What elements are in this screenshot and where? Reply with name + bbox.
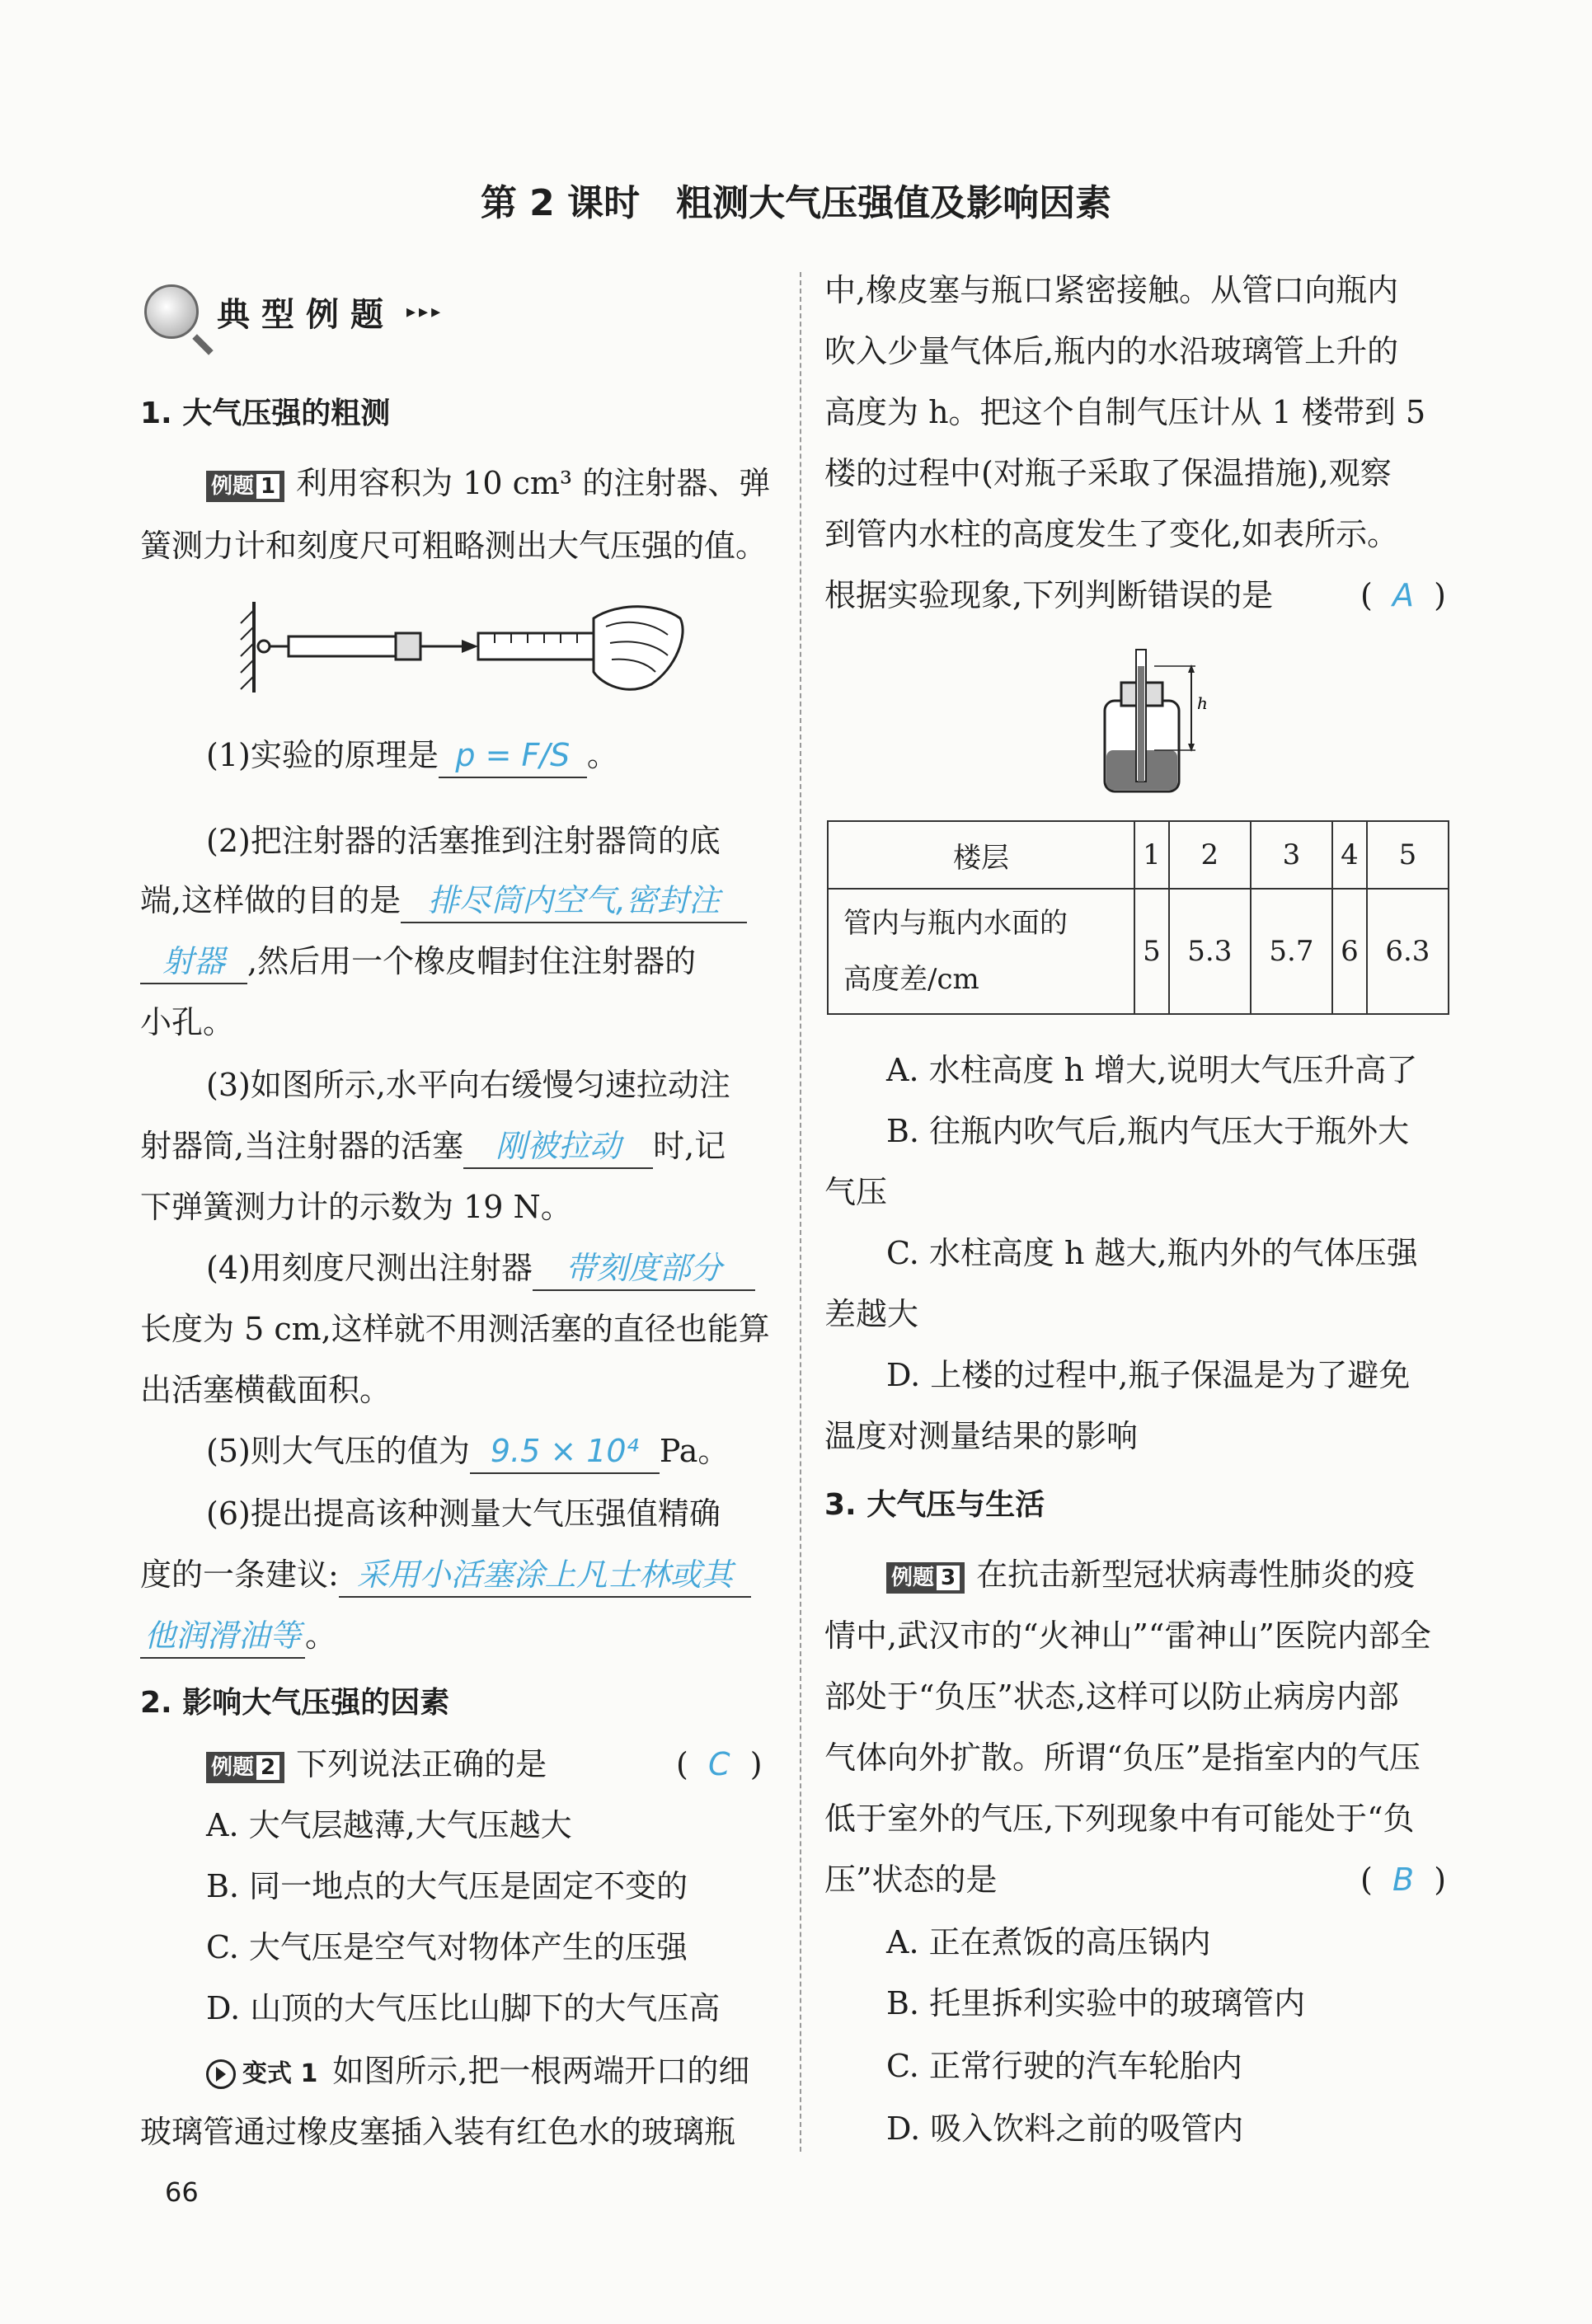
example-2-option-c: C. 大气压是空气对物体产生的压强 xyxy=(206,1929,688,1965)
table-header-floor: 楼层 xyxy=(828,821,1134,889)
question-4-line-3: 出活塞横截面积。 xyxy=(140,1372,392,1408)
answer-6b: 他润滑油等 xyxy=(143,1617,301,1654)
example-3-line-6: 压”状态的是 xyxy=(824,1862,998,1898)
example-tag: 例题 1 xyxy=(206,471,284,502)
table-cell: 5.7 xyxy=(1251,889,1332,1014)
question-3-line-2: 射器筒,当注射器的活塞 刚被拉动 时,记 xyxy=(140,1124,726,1169)
table-cell: 5 xyxy=(1367,821,1449,889)
table-cell: 5 xyxy=(1134,889,1169,1014)
example-1-line-1: 例题 1 利用容积为 10 cm³ 的注射器、弹 xyxy=(206,462,770,505)
table-cell: 6 xyxy=(1332,889,1367,1014)
variant-option-b-1: B. 往瓶内吹气后,瓶内气压大于瓶外大 xyxy=(886,1113,1410,1149)
variant-1-line-2: 玻璃管通过橡皮塞插入装有红色水的玻璃瓶 xyxy=(140,2114,736,2150)
example-3-line-4: 气体向外扩散。所谓“负压”是指室内的气压 xyxy=(824,1739,1421,1776)
example-tag: 例题 2 xyxy=(206,1752,284,1783)
example-3-option-a: A. 正在煮饭的高压锅内 xyxy=(886,1924,1211,1960)
example-2-stem: 例题 2 下列说法正确的是 xyxy=(206,1743,547,1786)
section-1-heading: 1. 大气压强的粗测 xyxy=(140,397,391,430)
variant-1-line-3: 中,橡皮塞与瓶口紧密接触。从管口向瓶内 xyxy=(824,272,1399,308)
table-row xyxy=(828,821,1449,889)
table-cell: 3 xyxy=(1251,821,1332,889)
page-number: 66 xyxy=(165,2176,199,2208)
table-cell: 5.3 xyxy=(1169,889,1251,1014)
floor-height-table xyxy=(827,820,1449,1015)
answer-2a: 排尽筒内空气,密封注 xyxy=(428,882,721,918)
h-label: h xyxy=(1197,693,1208,713)
variant-1-line-1: 变式 1 如图所示,把一根两端开口的细 xyxy=(206,2049,749,2096)
question-6-line-3: 他润滑油等 。 xyxy=(140,1614,336,1659)
question-2-line-4: 小孔。 xyxy=(140,1004,235,1040)
question-2-line-3: 射器 ,然后用一个橡皮帽封住注射器的 xyxy=(140,940,696,984)
question-1: (1)实验的原理是 p = F/S 。 xyxy=(206,734,618,778)
banner-label: 典型例题 xyxy=(217,295,395,334)
example-3-line-3: 部处于“负压”状态,这样可以防止病房内部 xyxy=(824,1678,1399,1715)
variant-option-a: A. 水柱高度 h 增大,说明大气压升高了 xyxy=(886,1052,1418,1088)
magnifier-icon xyxy=(144,284,199,339)
example-2-answer: ( C ) xyxy=(676,1746,763,1782)
section-3-heading: 3. 大气压与生活 xyxy=(824,1488,1045,1522)
variant-1-line-6: 楼的过程中(对瓶子采取了保温措施),观察 xyxy=(824,455,1392,491)
column-divider xyxy=(800,272,801,2152)
page-title: 第 2 课时 粗测大气压强值及影响因素 xyxy=(480,182,1112,224)
answer-2b: 射器 xyxy=(162,943,225,979)
question-4-line-2: 长度为 5 cm,这样就不用测活塞的直径也能算 xyxy=(140,1311,770,1347)
example-3-line-2: 情中,武汉市的“火神山”“雷神山”医院内部全 xyxy=(824,1617,1431,1654)
variant-option-c-1: C. 水柱高度 h 越大,瓶内外的气体压强 xyxy=(886,1235,1418,1271)
answer-1: p = F/S xyxy=(455,737,571,773)
question-2-line-1: (2)把注射器的活塞推到注射器筒的底 xyxy=(206,823,721,859)
variant-option-b-2: 气压 xyxy=(824,1174,888,1210)
answer-5: 9.5 × 10⁴ xyxy=(490,1433,639,1469)
table-cell: 4 xyxy=(1332,821,1367,889)
barometer-bottle-figure xyxy=(1088,643,1228,800)
example-2-option-b: B. 同一地点的大气压是固定不变的 xyxy=(206,1868,688,1904)
question-6-line-1: (6)提出提高该种测量大气压强值精确 xyxy=(206,1495,721,1532)
variant-1-answer: ( A ) xyxy=(1360,577,1446,613)
table-cell: 2 xyxy=(1169,821,1251,889)
table-row xyxy=(828,889,1449,1014)
question-2-line-2: 端,这样做的目的是 排尽筒内空气,密封注 xyxy=(140,879,747,923)
example-2-option-a: A. 大气层越薄,大气压越大 xyxy=(206,1807,572,1843)
section-banner xyxy=(144,284,444,339)
example-2-option-d: D. 山顶的大气压比山脚下的大气压高 xyxy=(206,1990,721,2026)
variant-1-line-4: 吹入少量气体后,瓶内的水沿玻璃管上升的 xyxy=(824,333,1399,369)
variant-option-c-2: 差越大 xyxy=(824,1296,919,1332)
question-3-line-3: 下弹簧测力计的示数为 19 N。 xyxy=(140,1189,572,1225)
table-cell: 1 xyxy=(1134,821,1169,889)
example-3-option-c: C. 正常行驶的汽车轮胎内 xyxy=(886,2048,1242,2084)
example-3-line-5: 低于室外的气压,下列现象中有可能处于“负 xyxy=(824,1801,1415,1837)
example-1-line-2: 簧测力计和刻度尺可粗略测出大气压强的值。 xyxy=(140,528,768,564)
section-2-heading: 2. 影响大气压强的因素 xyxy=(140,1686,450,1720)
question-4-line-1: (4)用刻度尺测出注射器 带刻度部分 xyxy=(206,1247,755,1291)
example-3-option-d: D. 吸入饮料之前的吸管内 xyxy=(886,2110,1244,2147)
answer-6a: 采用小活塞涂上凡士林或其 xyxy=(356,1556,733,1593)
example-3-answer: ( B ) xyxy=(1360,1862,1447,1898)
question-5: (5)则大气压的值为 9.5 × 10⁴ Pa。 xyxy=(206,1430,729,1474)
variant-1-line-8: 根据实验现象,下列判断错误的是 xyxy=(824,577,1274,613)
example-3-option-b: B. 托里拆利实验中的玻璃管内 xyxy=(886,1985,1306,2021)
syringe-figure xyxy=(231,594,693,709)
variant-1-line-5: 高度为 h。把这个自制气压计从 1 楼带到 5 xyxy=(824,394,1426,430)
example-tag: 例题 3 xyxy=(886,1562,965,1594)
variant-option-d-2: 温度对测量结果的影响 xyxy=(824,1418,1139,1454)
question-3-line-1: (3)如图所示,水平向右缓慢匀速拉动注 xyxy=(206,1067,730,1103)
answer-3: 刚被拉动 xyxy=(495,1128,622,1164)
variant-option-d-1: D. 上楼的过程中,瓶子保温是为了避免 xyxy=(886,1357,1411,1393)
table-cell: 6.3 xyxy=(1367,889,1449,1014)
play-icon xyxy=(206,2059,236,2089)
question-6-line-2: 度的一条建议: 采用小活塞涂上凡士林或其 xyxy=(140,1553,751,1598)
example-3-line-1: 例题 3 在抗击新型冠状病毒性肺炎的疫 xyxy=(886,1553,1415,1596)
arrows-icon: ▸▸▸ xyxy=(406,301,444,322)
answer-4: 带刻度部分 xyxy=(565,1250,722,1286)
table-header-height: 管内与瓶内水面的 高度差/cm xyxy=(828,889,1134,1014)
variant-1-line-7: 到管内水柱的高度发生了变化,如表所示。 xyxy=(824,516,1399,552)
